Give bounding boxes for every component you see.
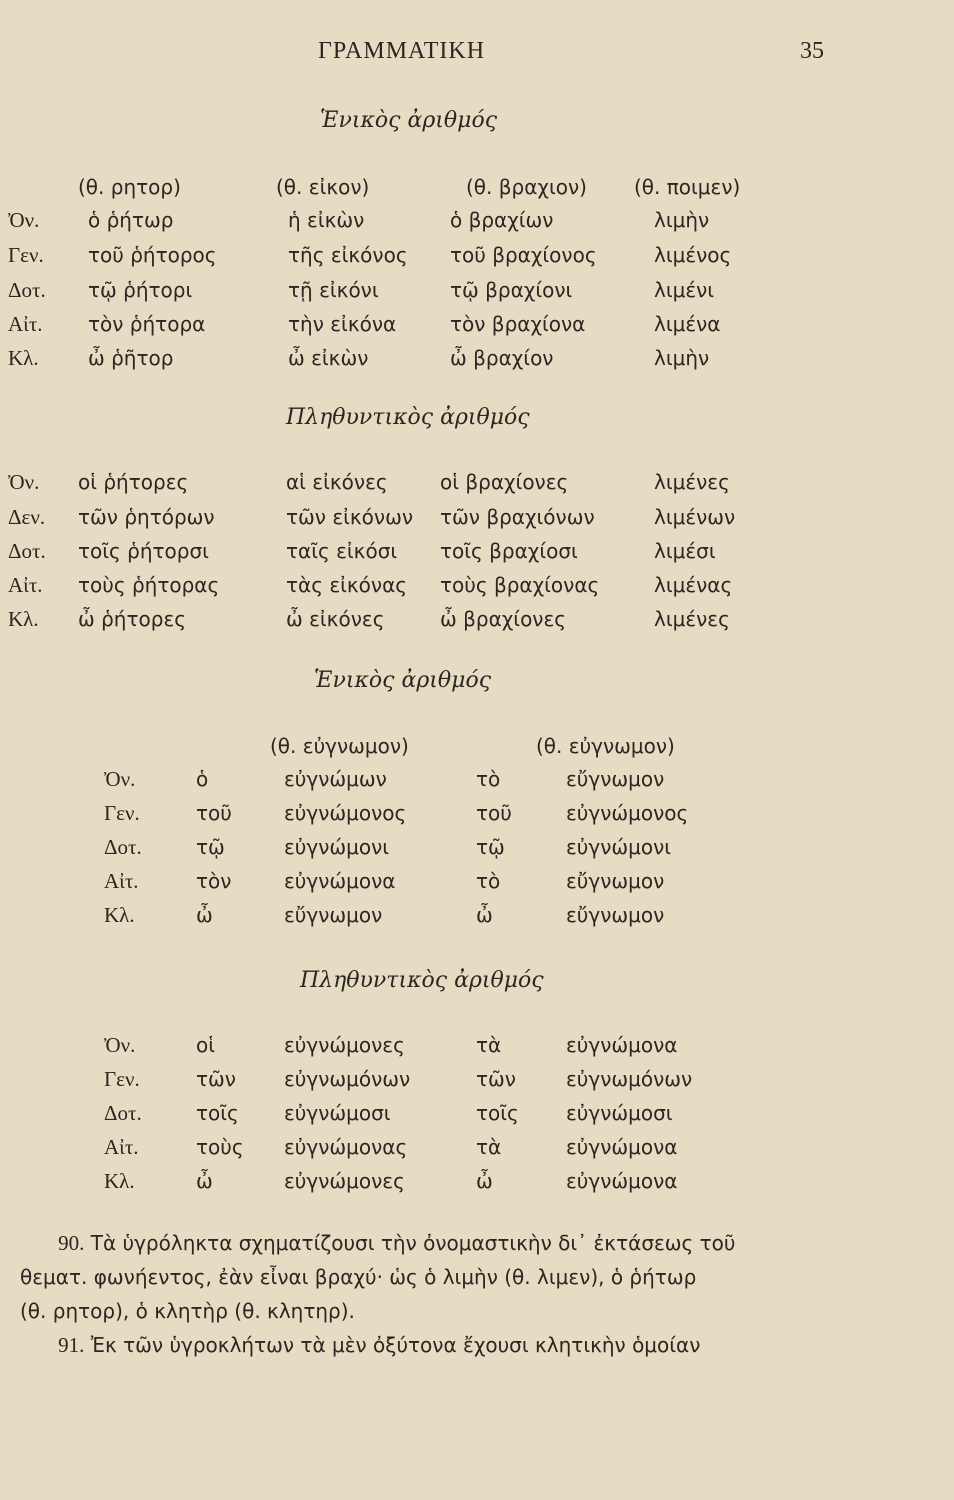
form-cell: εὐγνώμονος bbox=[566, 801, 689, 825]
form-cell: τῷ βραχίονι bbox=[450, 278, 573, 302]
case-label: Δοτ. bbox=[104, 835, 142, 859]
form-cell: λιμένος bbox=[654, 243, 732, 267]
case-label: Κλ. bbox=[8, 607, 39, 631]
form-cell: εὐγνώμονες bbox=[284, 1169, 405, 1193]
case-label: Αἰτ. bbox=[8, 312, 43, 336]
form-cell: τοῖς βραχίοσι bbox=[440, 539, 578, 563]
plural-heading: Πληθυντικὸς ἀριθμός bbox=[300, 968, 544, 993]
article-cell: ὦ bbox=[196, 903, 213, 927]
form-cell: εὐγνώμονας bbox=[284, 1135, 408, 1159]
form-cell: εὐγνώμοσι bbox=[284, 1101, 391, 1125]
form-cell: λιμέσι bbox=[654, 539, 716, 563]
case-label: Αἰτ. bbox=[104, 869, 139, 893]
form-cell: λιμὴν bbox=[654, 208, 710, 232]
form-cell: ὦ εἰκόνες bbox=[286, 607, 385, 631]
case-label: Ὀν. bbox=[104, 767, 136, 791]
form-cell: λιμὴν bbox=[654, 346, 710, 370]
form-cell: εὐγνώμων bbox=[284, 767, 387, 791]
article-cell: ὦ bbox=[196, 1169, 213, 1193]
form-cell: λιμένι bbox=[654, 278, 715, 302]
stem-label: (θ. εὐγνωμον) bbox=[536, 734, 675, 758]
article-cell: τὰ bbox=[476, 1033, 502, 1057]
case-label: Γεν. bbox=[104, 801, 140, 825]
page-number: 35 bbox=[800, 38, 824, 64]
form-cell: εὐγνωμόνων bbox=[566, 1067, 693, 1091]
form-cell: εὐγνώμονα bbox=[284, 869, 396, 893]
case-label: Γεν. bbox=[8, 243, 44, 267]
form-cell: εὔγνωμον bbox=[566, 903, 665, 927]
form-cell: λιμένα bbox=[654, 312, 721, 336]
form-cell: λιμένες bbox=[654, 470, 730, 494]
case-label: Κλ. bbox=[8, 346, 39, 370]
form-cell: εὐγνώμονα bbox=[566, 1033, 678, 1057]
case-label: Δοτ. bbox=[8, 539, 46, 563]
form-cell: λιμένων bbox=[654, 505, 736, 529]
form-cell: ὁ βραχίων bbox=[450, 208, 554, 232]
form-cell: τὸν βραχίονα bbox=[450, 312, 586, 336]
form-cell: τῆς εἰκόνος bbox=[288, 243, 408, 267]
paragraph-90 bbox=[20, 1226, 940, 1328]
form-cell: εὐγνώμονες bbox=[284, 1033, 405, 1057]
case-label: Γεν. bbox=[104, 1067, 140, 1091]
stem-label: (θ. ποιμεν) bbox=[634, 175, 741, 199]
case-label: Δοτ. bbox=[104, 1101, 142, 1125]
case-label: Αἰτ. bbox=[104, 1135, 139, 1159]
singular-heading: Ἑνικὸς ἀριθμός bbox=[320, 108, 498, 133]
running-title: ΓΡΑΜΜΑΤΙΚΗ bbox=[318, 38, 486, 64]
form-cell: εὔγνωμον bbox=[566, 869, 665, 893]
paragraph-line bbox=[20, 1328, 940, 1362]
paragraph-line: θεματ. φωνήεντος, ἐὰν εἶναι βραχύ· ὡς ὁ λιμὴν (θ. λιμεν), ὁ ῥήτωρ bbox=[20, 1265, 697, 1289]
form-cell: εὐγνώμονι bbox=[566, 835, 672, 859]
article-cell: τῷ bbox=[196, 835, 225, 859]
stem-label: (θ. ρητορ) bbox=[78, 175, 181, 199]
form-cell: τῶν εἰκόνων bbox=[286, 505, 414, 529]
form-cell: τῇ εἰκόνι bbox=[288, 278, 379, 302]
form-cell: τοὺς βραχίονας bbox=[440, 573, 600, 597]
paragraph-number: 91. bbox=[58, 1333, 85, 1357]
article-cell: ὦ bbox=[476, 1169, 493, 1193]
stem-label: (θ. βραχιον) bbox=[466, 175, 587, 199]
form-cell: εὔγνωμον bbox=[284, 903, 383, 927]
case-label: Ὀν. bbox=[8, 470, 40, 494]
case-label: Κλ. bbox=[104, 903, 135, 927]
article-cell: ὁ bbox=[196, 767, 209, 791]
stem-label: (θ. εἰκον) bbox=[276, 175, 370, 199]
article-cell: τὰ bbox=[476, 1135, 502, 1159]
stem-label: (θ. εὐγνωμον) bbox=[270, 734, 409, 758]
plural-heading: Πληθυντικὸς ἀριθμός bbox=[286, 405, 530, 430]
form-cell: εὐγνώμονος bbox=[284, 801, 407, 825]
form-cell: ὦ ῥήτορες bbox=[78, 607, 186, 631]
article-cell: τὸν bbox=[196, 869, 232, 893]
form-cell: εὐγνώμονα bbox=[566, 1135, 678, 1159]
form-cell: τῶν ῥητόρων bbox=[78, 505, 215, 529]
form-cell: τῶν βραχιόνων bbox=[440, 505, 595, 529]
form-cell: τοὺς ῥήτορας bbox=[78, 573, 220, 597]
form-cell: τοῖς ῥήτορσι bbox=[78, 539, 209, 563]
article-cell: τοῖς bbox=[476, 1101, 519, 1125]
form-cell: λιμένας bbox=[654, 573, 733, 597]
article-cell: οἱ bbox=[196, 1033, 216, 1057]
case-label: Ὀν. bbox=[8, 208, 40, 232]
case-label: Αἰτ. bbox=[8, 573, 43, 597]
form-cell: εὔγνωμον bbox=[566, 767, 665, 791]
form-cell: ὁ ῥήτωρ bbox=[88, 208, 174, 232]
paragraph-line: (θ. ρητορ), ὁ κλητὴρ (θ. κλητηρ). bbox=[20, 1299, 355, 1323]
paragraph-text: Τὰ ὑγρόληκτα σχηματίζουσι τὴν ὀνομαστικὴν δι᾿ ἐκτάσεως τοῦ bbox=[90, 1231, 736, 1255]
form-cell: ὦ βραχίον bbox=[450, 346, 554, 370]
form-cell: ὦ εἰκὼν bbox=[288, 346, 369, 370]
form-cell: τοῦ βραχίονος bbox=[450, 243, 597, 267]
article-cell: τῶν bbox=[476, 1067, 516, 1091]
article-cell: τὸ bbox=[476, 767, 501, 791]
paragraph-91 bbox=[20, 1328, 940, 1362]
case-label: Ὀν. bbox=[104, 1033, 136, 1057]
form-cell: ὦ ῥῆτορ bbox=[88, 346, 174, 370]
case-label: Δοτ. bbox=[8, 278, 46, 302]
form-cell: τῷ ῥήτορι bbox=[88, 278, 193, 302]
form-cell: λιμένες bbox=[654, 607, 730, 631]
paragraph-text: Ἐκ τῶν ὑγροκλήτων τὰ μὲν ὀξύτονα ἔχουσι κλητικὴν ὁμοίαν bbox=[90, 1333, 701, 1357]
form-cell: τοῦ ῥήτορος bbox=[88, 243, 217, 267]
form-cell: ὦ βραχίονες bbox=[440, 607, 567, 631]
form-cell: τὸν ῥήτορα bbox=[88, 312, 206, 336]
form-cell: εὐγνωμόνων bbox=[284, 1067, 411, 1091]
form-cell: τὴν εἰκόνα bbox=[288, 312, 397, 336]
paragraph-number: 90. bbox=[58, 1231, 85, 1255]
singular-heading: Ἑνικὸς ἀριθμός bbox=[314, 668, 492, 693]
form-cell: εὐγνώμονα bbox=[566, 1169, 678, 1193]
article-cell: τοῦ bbox=[196, 801, 232, 825]
article-cell: ὦ bbox=[476, 903, 493, 927]
form-cell: εὐγνώμονι bbox=[284, 835, 390, 859]
form-cell: οἱ βραχίονες bbox=[440, 470, 569, 494]
article-cell: τὸ bbox=[476, 869, 501, 893]
form-cell: ταῖς εἰκόσι bbox=[286, 539, 398, 563]
article-cell: τοὺς bbox=[196, 1135, 244, 1159]
form-cell: εὐγνώμοσι bbox=[566, 1101, 673, 1125]
article-cell: τῶν bbox=[196, 1067, 236, 1091]
article-cell: τοῦ bbox=[476, 801, 512, 825]
case-label: Κλ. bbox=[104, 1169, 135, 1193]
paragraph-line bbox=[20, 1226, 940, 1260]
case-label: Δεν. bbox=[8, 505, 46, 529]
form-cell: ἡ εἰκὼν bbox=[288, 208, 365, 232]
article-cell: τῷ bbox=[476, 835, 505, 859]
form-cell: αἱ εἰκόνες bbox=[286, 470, 388, 494]
form-cell: οἱ ῥήτορες bbox=[78, 470, 189, 494]
article-cell: τοῖς bbox=[196, 1101, 239, 1125]
form-cell: τὰς εἰκόνας bbox=[286, 573, 408, 597]
